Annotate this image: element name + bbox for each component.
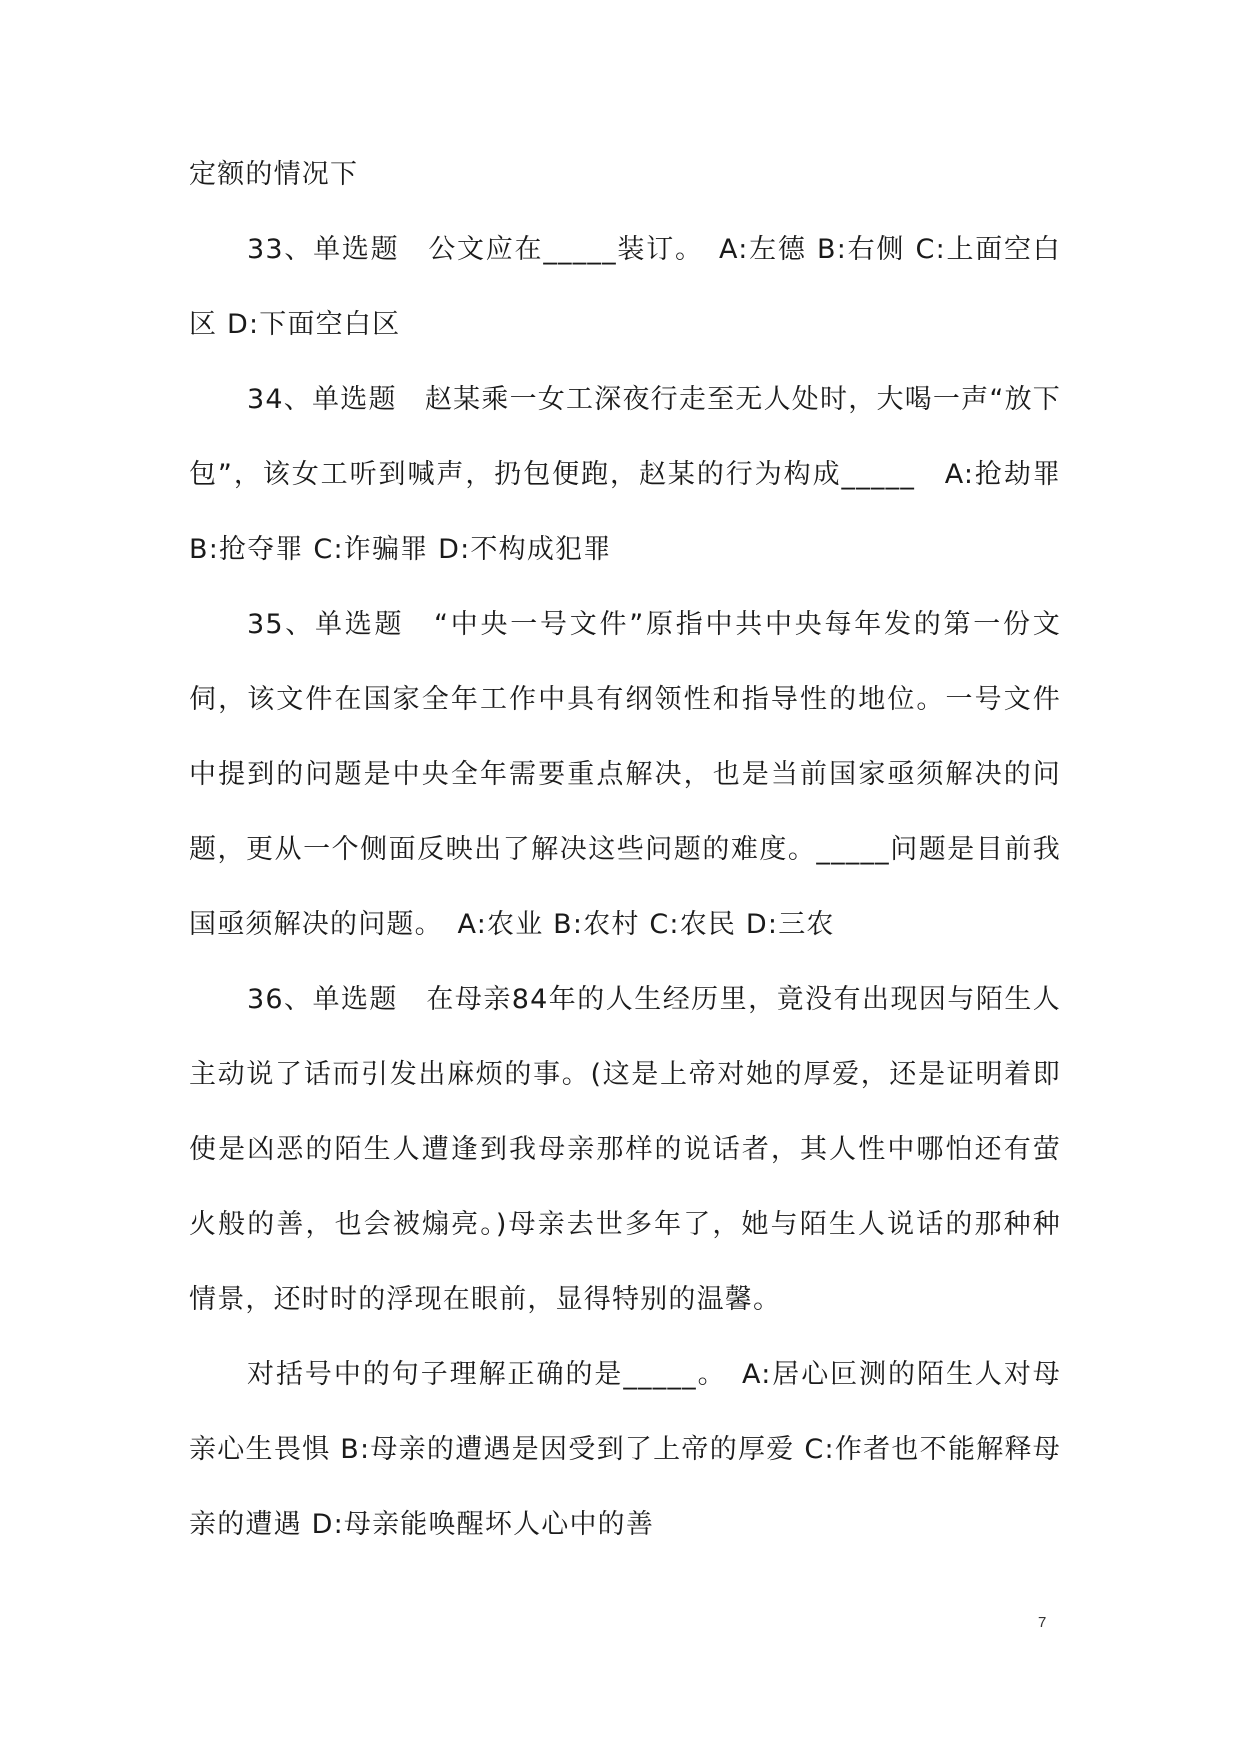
paragraph-continuation: 定额的情况下 bbox=[189, 159, 359, 190]
document-body bbox=[189, 137, 1071, 1562]
question-33: 33、单选题 公文应在_____装订。 A:左德 B:右侧 C:上面空白区 D:下面空白区 bbox=[189, 234, 1061, 340]
page-number: 7 bbox=[1038, 1614, 1047, 1631]
question-34: 34、单选题 赵某乘一女工深夜行走至无人处时，大喝一声“放下包”，该女工听到喊声，扔包便跑，赵某的行为构成_____ A:抢劫罪 B:抢夺罪 C:诈骗罪 D:不构成犯罪 bbox=[189, 384, 1071, 565]
question-36-prompt: 对括号中的句子理解正确的是_____。 A:居心叵测的陌生人对母亲心生畏惧 B:母亲的遭遇是因受到了上帝的厚爱 C:作者也不能解释母亲的遭遇 D:母亲能唤醒坏人心中的善 bbox=[189, 1359, 1061, 1540]
question-36-passage: 36、单选题 在母亲84年的人生经历里，竟没有出现因与陌生人主动说了话而引发出麻烦的事。(这是上帝对她的厚爱，还是证明着即使是凶恶的陌生人遭逢到我母亲那样的说话者，其人性中哪怕还有萤火般的善，也会被煽亮。)母亲去世多年了，她与陌生人说话的那种种情景，还时时的浮现在眼前，显得特别的温馨。 bbox=[189, 984, 1061, 1315]
question-35: 35、单选题 “中央一号文件”原指中共中央每年发的第一份文伺，该文件在国家全年工作中具有纲领性和指导性的地位。一号文件中提到的问题是中央全年需要重点解决，也是当前国家亟须解决的问题，更从一个侧面反映出了解决这些问题的难度。_____问题是目前我国亟须解决的问题。 A:农业 B:农村 C:农民 D:三农 bbox=[189, 609, 1061, 940]
